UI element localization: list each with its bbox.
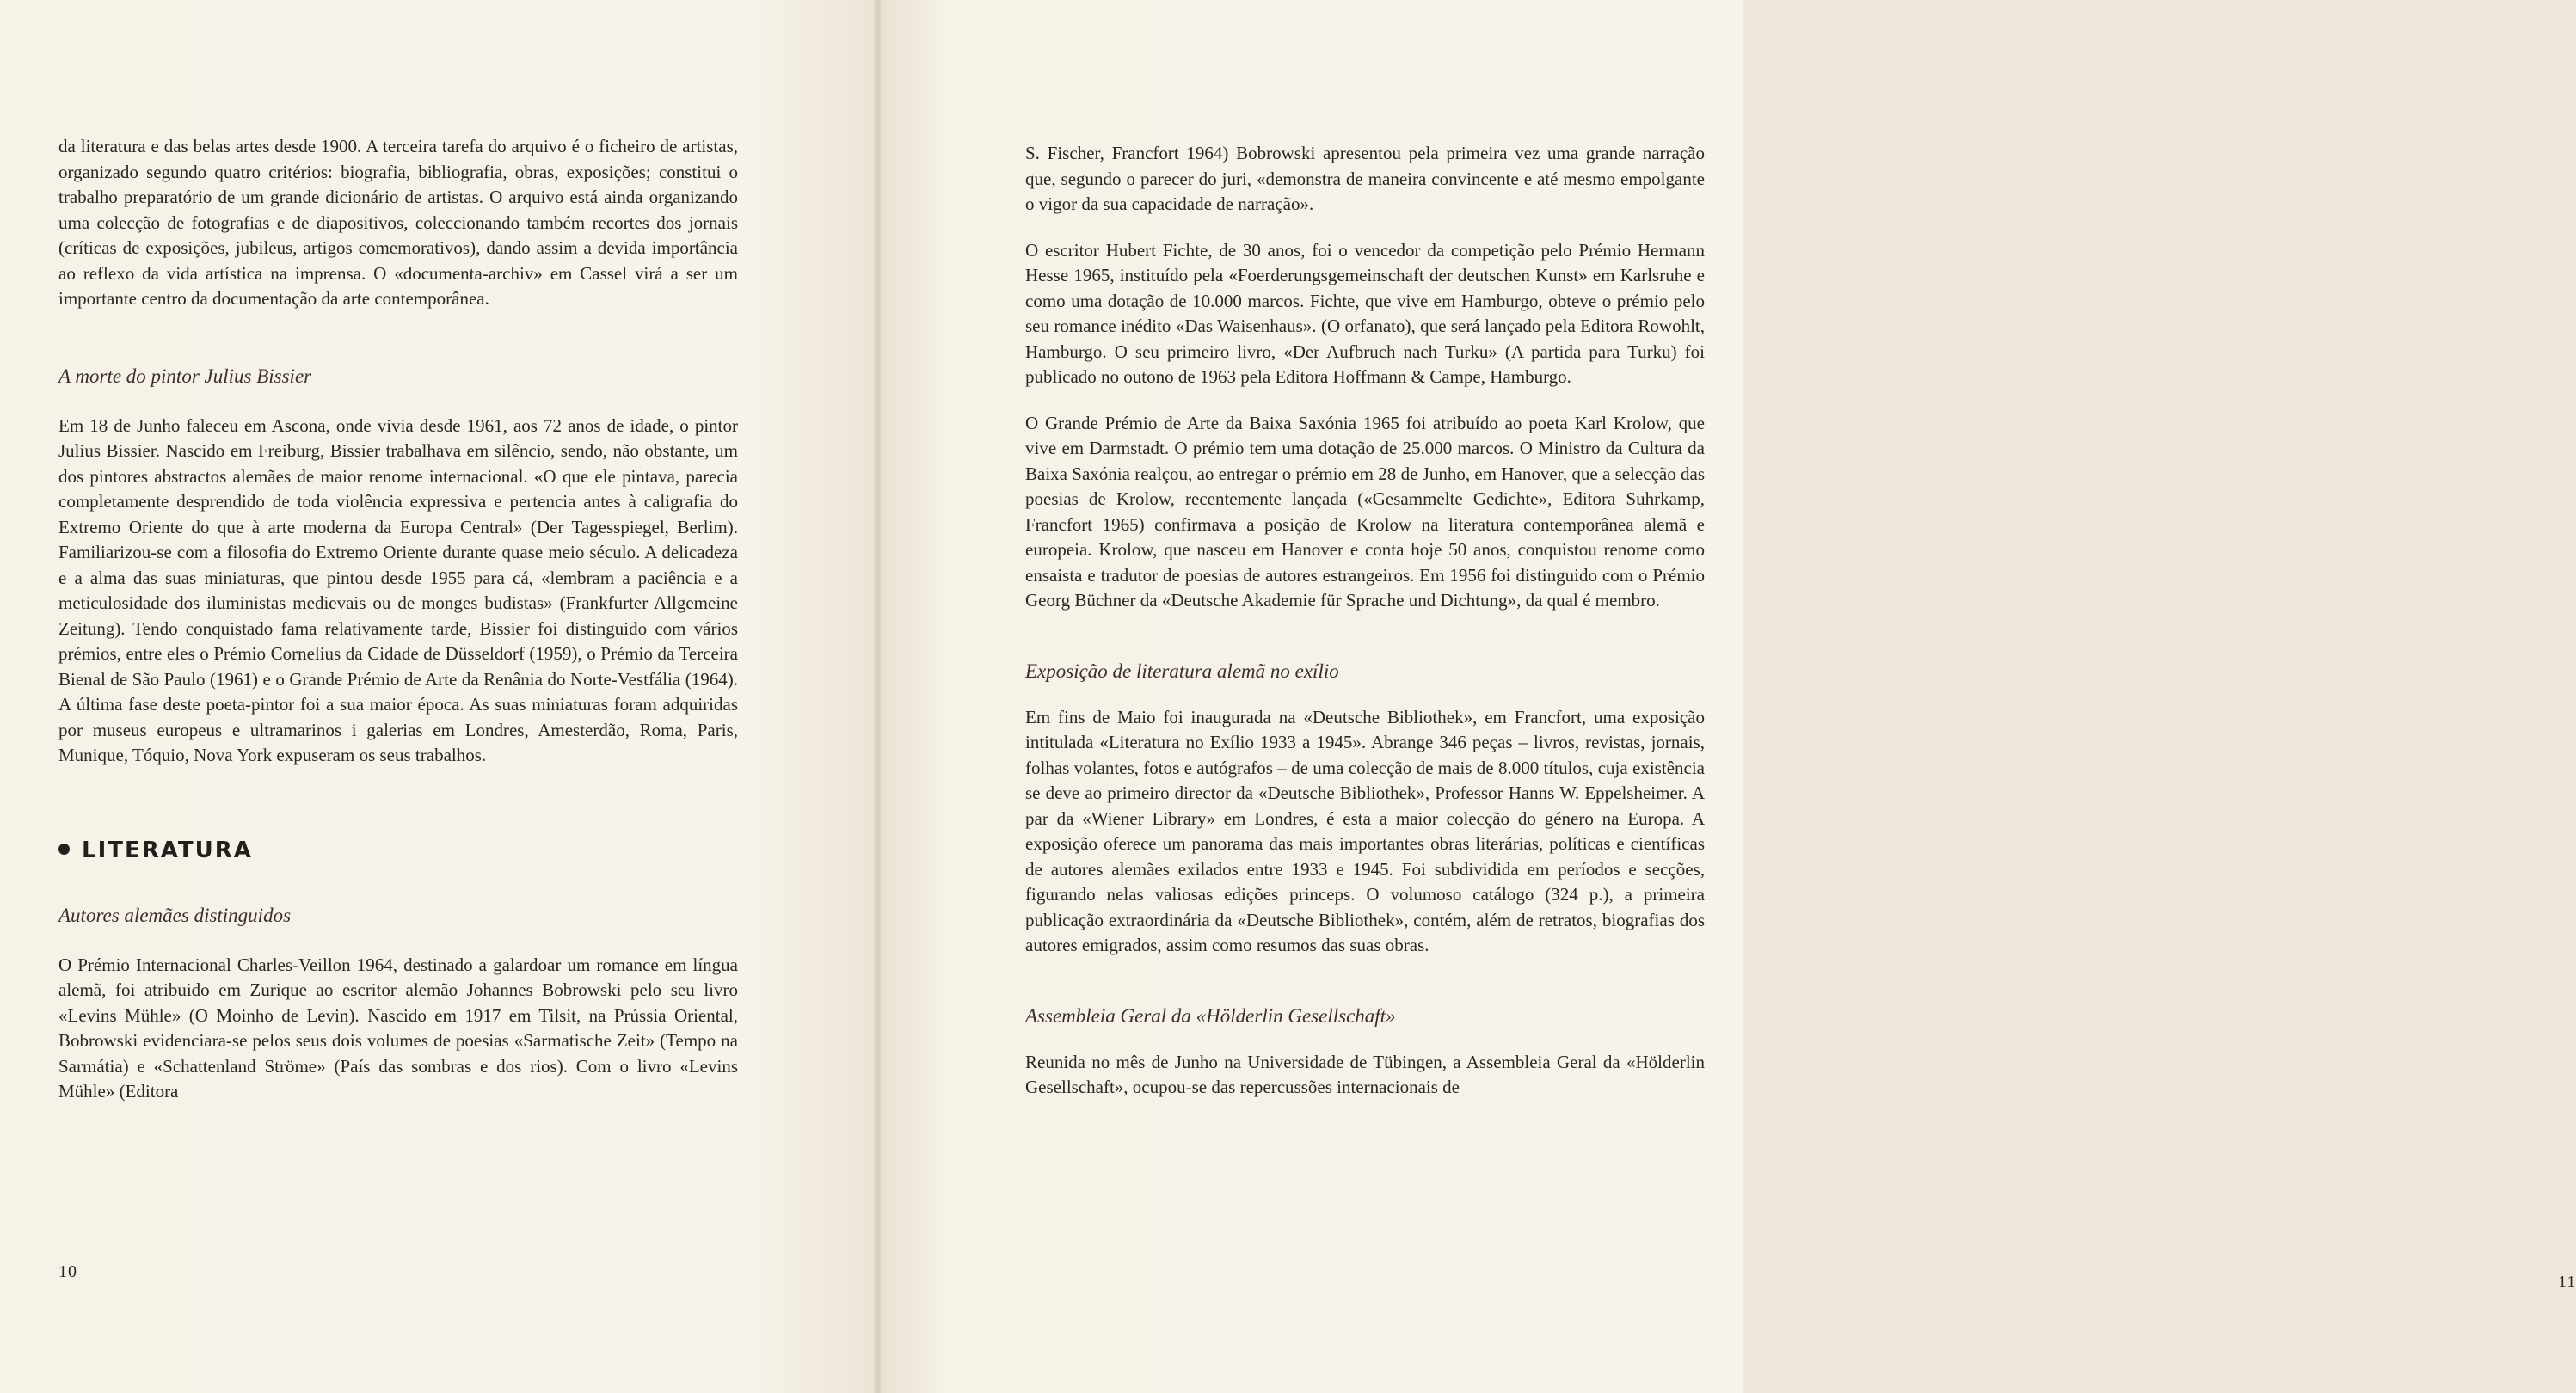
heading-autores: Autores alemães distinguidos [58, 904, 292, 926]
heading-exilio: Exposição de literatura alemã no exílio [1025, 660, 1339, 682]
paragraph-fischer: S. Fischer, Francfort 1964) Bobrowski apresentou pela primeira vez uma grande narração que, segundo o parecer do juri, «demonstra de maneira convincente e até mesmo empolgante o vigor da sua capacidade de narração». [1025, 143, 1705, 214]
bullet-icon [58, 844, 70, 855]
heading-holderlin: Assembleia Geral da «Hölderlin Gesellschaft» [1025, 1004, 1396, 1027]
heading-bissier: A morte do pintor Julius Bissier [58, 365, 312, 387]
paragraph-intro: da literatura e das belas artes desde 1900. A terceira tarefa do arquivo é o ficheiro de artistas, organizado segundo quatro critérios: biografia, bibliografia, obras, exposições; constitui o trabalho preparatório de um grande dicionário de artistas. O arquivo está ainda organizando uma colecção de fotografias e de diapositivos, coleccionando também recortes dos jornais (críticas de exposições, jubileus, artigos comemorativos), dando assim a devida importância ao reflexo da vida artística na imprensa. O «documenta-archiv» em Cassel virá a ser um importante centro da documentação da arte contemporânea. [58, 136, 738, 309]
left-column [58, 134, 738, 1105]
paragraph-exilio: Em fins de Maio foi inaugurada na «Deutsche Bibliothek», em Francfort, uma exposição intitulada «Literatura no Exílio 1933 a 1945». Abrange 346 peças – livros, revistas, jornais, folhas volantes, fotos e autógrafos – de uma colecção de mais de 8.000 títulos, cuja existência se deve ao primeiro director da «Deutsche Bibliothek», Professor Hanns W. Eppelsheimer. A par da «Wiener Library» em Londres, é esta a maior colecção do género na Europa. A exposição oferece um panorama das mais importantes obras literárias, políticas e científicas de autores alemães exilados entre 1933 e 1945. Foi subdividida em períodos e secções, figurando nelas valiosas edições princeps. O volumoso catálogo (324 p.), a primeira publicação extraordinária da «Deutsche Bibliothek», contém, além de retratos, biografias dos autores emigrados, assim como resumos das suas obras. [1025, 706, 1705, 955]
paragraph-krolow: O Grande Prémio de Arte da Baixa Saxónia 1965 foi atribuído ao poeta Karl Krolow, que vive em Darmstadt. O prémio tem uma dotação de 25.000 marcos. O Ministro da Cultura da Baixa Saxónia realçou, ao entregar o prémio em 28 de Junho, em Hanover, que a selecção das poesias de Krolow, recentemente lançada («Gesammelte Gedichte», Editora Suhrkamp, Francfort 1965) confirmava a posição de Krolow na literatura contemporânea alemã e europeia. Krolow, que nasceu em Hanover e conta hoje 50 anos, conquistou renome como ensaista e tradutor de poesias de autores estrangeiros. Em 1956 foi distinguido com o Prémio Georg Büchner da «Deutsche Akademie für Sprache und Dichtung», da qual é membro. [1025, 412, 1705, 611]
section-literatura [58, 836, 738, 865]
paragraph-holderlin: Reunida no mês de Junho na Universidade de Tübingen, a Assembleia Geral da «Hölderlin Gesellschaft», ocupou-se das repercussões internacionais de [1025, 1051, 1705, 1097]
page-number-right: 11 [2558, 1273, 2576, 1292]
left-page [0, 0, 876, 1393]
paragraph-bissier: Em 18 de Junho faleceu em Ascona, onde vivia desde 1961, aos 72 anos de idade, o pintor Julius Bissier. Nascido em Freiburg, Bissier trabalhava em silêncio, sendo, não obstante, um dos pintores abstractos alemães de maior renome internacional. «O que ele pintava, parecia completamente desprendido de toda violência expressiva e pertencia antes à caligrafia do Extremo Oriente do que à arte moderna da Europa Central» (Der Tagesspiegel, Berlim). Familiarizou-se com a filosofia do Extremo Oriente durante quase meio século. A delicadeza e a alma das suas miniaturas, que pintou desde 1955 para cá, «lembram a paciência e a meticulosidade dos iluministas medievais ou de monges budistas» (Frankfurter Allgemeine Zeitung). Tendo conquistado fama relativamente tarde, Bissier foi distinguido com vários prémios, entre eles o Prémio Cornelius da Cidade de Düsseldorf (1959), o Prémio da Terceira Bienal de São Paulo (1961) e o Grande Prémio de Arte da Renânia do Norte-Vestfália (1964). A última fase deste poeta-pintor foi a sua maior época. As suas miniaturas foram adquiridas por museus europeus e ultramarinos i galerias em Londres, Amesterdão, Roma, Paris, Munique, Tóquio, Nova York expuseram os seus trabalhos. [58, 414, 738, 765]
right-page [881, 0, 2576, 1393]
right-column [1025, 141, 1705, 1101]
section-title: LITERATURA [82, 837, 253, 863]
paragraph-fichte: O escritor Hubert Fichte, de 30 anos, foi o vencedor da competição pelo Prémio Hermann Hesse 1965, instituído pela «Foerderungsgemeinschaft der deutschen Kunst» em Karlsruhe e como uma dotação de 10.000 marcos. Fichte, que vive em Hamburgo, obteve o prémio pelo seu romance inédito «Das Waisenhaus». (O orfanato), que será lançado pela Editora Rowohlt, Hamburgo. O seu primeiro livro, «Der Aufbruch nach Turku» (A partida para Turku) foi publicado no outono de 1963 pela Editora Hoffmann & Campe, Hamburgo. [1025, 239, 1705, 387]
paragraph-veillon: O Prémio Internacional Charles-Veillon 1964, destinado a galardoar um romance em língua alemã, foi atribuido em Zurique ao escritor alemão Johannes Bobrowski pelo seu livro «Levins Mühle» (O Moinho de Levin). Nascido em 1917 em Tilsit, na Prússia Oriental, Bobrowski evidenciara-se pelos seus dois volumes de poesias «Sarmatische Zeit» (Tempo na Sarmátia) e «Schattenland Ströme» (País das sombras e dos rios). Com o livro «Levins Mühle» (Editora [58, 954, 738, 1102]
page-number-left: 10 [58, 1262, 77, 1281]
